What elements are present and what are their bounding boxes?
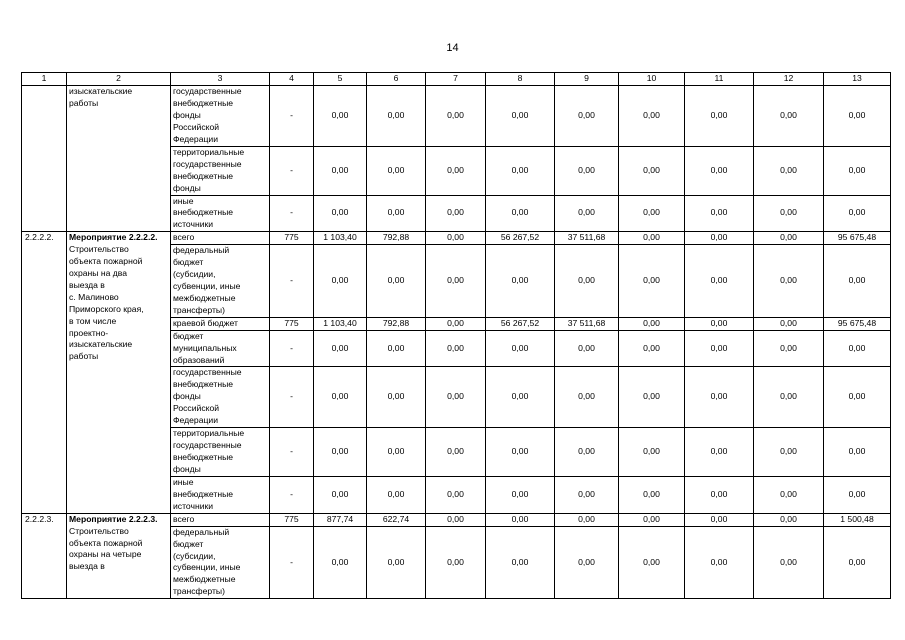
page-number: 14 [446,42,459,54]
value-cell-col-11: 0,00 [685,146,754,195]
value-cell-col-10: 0,00 [619,513,685,526]
funding-source: территориальные государственные внебюджетные фонды [171,146,270,195]
value-cell-col-12: 0,00 [754,526,824,598]
value-cell-col-12: 0,00 [754,146,824,195]
column-4-cell: - [270,146,314,195]
column-number-10: 10 [619,73,685,86]
value-cell-col-13: 0,00 [824,526,891,598]
column-number-8: 8 [486,73,555,86]
value-cell-col-5: 0,00 [314,245,367,317]
measure-name [67,232,171,514]
value-cell-col-12: 0,00 [754,245,824,317]
value-cell-col-5: 0,00 [314,367,367,428]
funding-source: краевой бюджет [171,317,270,330]
value-cell-col-10: 0,00 [619,85,685,146]
column-number-12: 12 [754,73,824,86]
funding-source: всего [171,513,270,526]
value-cell-col-12: 0,00 [754,195,824,232]
measure-name [67,85,171,231]
value-cell-col-9: 0,00 [555,146,619,195]
value-cell-col-11: 0,00 [685,195,754,232]
value-cell-col-10: 0,00 [619,317,685,330]
value-cell-col-7: 0,00 [426,146,486,195]
value-cell-col-7: 0,00 [426,428,486,477]
funding-source: иные внебюджетные источники [171,477,270,514]
value-cell-col-5: 0,00 [314,195,367,232]
value-cell-col-5: 0,00 [314,477,367,514]
row-code [22,85,67,231]
value-cell-col-7: 0,00 [426,317,486,330]
value-cell-col-13: 0,00 [824,428,891,477]
value-cell-col-9: 0,00 [555,367,619,428]
value-cell-col-6: 0,00 [367,85,426,146]
budget-table [21,72,891,599]
value-cell-col-10: 0,00 [619,477,685,514]
column-number-3: 3 [171,73,270,86]
value-cell-col-7: 0,00 [426,526,486,598]
measure-description: Строительство объекта пожарной охраны на четыре выезда в [69,525,143,572]
value-cell-col-9: 0,00 [555,330,619,367]
column-4-cell: - [270,85,314,146]
value-cell-col-10: 0,00 [619,146,685,195]
measure-title: Мероприятие 2.2.2.2. [69,232,158,243]
column-number-2: 2 [67,73,171,86]
row-code: 2.2.2.2. [22,232,67,514]
column-number-1: 1 [22,73,67,86]
value-cell-col-6: 0,00 [367,526,426,598]
value-cell-col-9: 0,00 [555,526,619,598]
value-cell-col-10: 0,00 [619,245,685,317]
value-cell-col-10: 0,00 [619,367,685,428]
value-cell-col-7: 0,00 [426,245,486,317]
value-cell-col-11: 0,00 [685,477,754,514]
value-cell-col-5: 0,00 [314,428,367,477]
funding-source: всего [171,232,270,245]
funding-source: бюджет муниципальных образований [171,330,270,367]
value-cell-col-6: 0,00 [367,428,426,477]
column-number-11: 11 [685,73,754,86]
funding-source: государственные внебюджетные фонды Российской Федерации [171,85,270,146]
value-cell-col-6: 0,00 [367,477,426,514]
value-cell-col-13: 95 675,48 [824,232,891,245]
column-4-cell: - [270,245,314,317]
value-cell-col-6: 792,88 [367,317,426,330]
value-cell-col-5: 0,00 [314,526,367,598]
value-cell-col-11: 0,00 [685,330,754,367]
value-cell-col-7: 0,00 [426,367,486,428]
funding-source: территориальные государственные внебюджетные фонды [171,428,270,477]
value-cell-col-9: 0,00 [555,513,619,526]
table-row [22,513,891,526]
value-cell-col-12: 0,00 [754,428,824,477]
value-cell-col-5: 1 103,40 [314,232,367,245]
value-cell-col-10: 0,00 [619,526,685,598]
value-cell-col-7: 0,00 [426,477,486,514]
value-cell-col-12: 0,00 [754,85,824,146]
value-cell-col-13: 0,00 [824,195,891,232]
column-4-cell: - [270,428,314,477]
column-4-cell: - [270,367,314,428]
column-4-cell: - [270,195,314,232]
value-cell-col-10: 0,00 [619,195,685,232]
value-cell-col-8: 56 267,52 [486,232,555,245]
value-cell-col-9: 0,00 [555,428,619,477]
value-cell-col-6: 0,00 [367,330,426,367]
value-cell-col-13: 0,00 [824,367,891,428]
value-cell-col-11: 0,00 [685,367,754,428]
column-4-cell: 775 [270,232,314,245]
value-cell-col-11: 0,00 [685,317,754,330]
value-cell-col-6: 0,00 [367,245,426,317]
value-cell-col-8: 0,00 [486,428,555,477]
value-cell-col-13: 0,00 [824,330,891,367]
value-cell-col-11: 0,00 [685,85,754,146]
funding-source: государственные внебюджетные фонды Российской Федерации [171,367,270,428]
value-cell-col-6: 622,74 [367,513,426,526]
value-cell-col-10: 0,00 [619,232,685,245]
value-cell-col-13: 0,00 [824,245,891,317]
column-number-9: 9 [555,73,619,86]
value-cell-col-11: 0,00 [685,245,754,317]
column-4-cell: - [270,330,314,367]
value-cell-col-8: 0,00 [486,85,555,146]
value-cell-col-13: 0,00 [824,85,891,146]
value-cell-col-13: 1 500,48 [824,513,891,526]
value-cell-col-8: 0,00 [486,513,555,526]
value-cell-col-5: 0,00 [314,85,367,146]
funding-source: федеральный бюджет (субсидии, субвенции, иные межбюджетные трансферты) [171,526,270,598]
value-cell-col-12: 0,00 [754,367,824,428]
value-cell-col-5: 0,00 [314,330,367,367]
table-row [22,232,891,245]
row-code: 2.2.2.3. [22,513,67,598]
value-cell-col-11: 0,00 [685,232,754,245]
measure-title: Мероприятие 2.2.2.3. [69,513,158,524]
header-row [22,73,891,86]
value-cell-col-9: 0,00 [555,195,619,232]
value-cell-col-8: 0,00 [486,367,555,428]
value-cell-col-7: 0,00 [426,195,486,232]
column-4-cell: - [270,477,314,514]
value-cell-col-7: 0,00 [426,513,486,526]
value-cell-col-9: 37 511,68 [555,232,619,245]
value-cell-col-12: 0,00 [754,317,824,330]
value-cell-col-9: 37 511,68 [555,317,619,330]
column-number-4: 4 [270,73,314,86]
value-cell-col-9: 0,00 [555,85,619,146]
value-cell-col-8: 0,00 [486,146,555,195]
value-cell-col-5: 877,74 [314,513,367,526]
column-number-6: 6 [367,73,426,86]
measure-description: изыскательские работы [69,85,133,108]
value-cell-col-12: 0,00 [754,330,824,367]
table-body [22,73,891,599]
column-4-cell: 775 [270,317,314,330]
value-cell-col-7: 0,00 [426,85,486,146]
value-cell-col-13: 0,00 [824,146,891,195]
value-cell-col-6: 0,00 [367,146,426,195]
value-cell-col-8: 0,00 [486,477,555,514]
value-cell-col-7: 0,00 [426,330,486,367]
column-number-5: 5 [314,73,367,86]
value-cell-col-6: 0,00 [367,195,426,232]
value-cell-col-11: 0,00 [685,513,754,526]
value-cell-col-8: 0,00 [486,245,555,317]
value-cell-col-8: 0,00 [486,195,555,232]
value-cell-col-13: 95 675,48 [824,317,891,330]
value-cell-col-12: 0,00 [754,232,824,245]
value-cell-col-9: 0,00 [555,477,619,514]
value-cell-col-8: 0,00 [486,330,555,367]
funding-source: иные внебюджетные источники [171,195,270,232]
value-cell-col-6: 792,88 [367,232,426,245]
column-4-cell: 775 [270,513,314,526]
table-row [22,85,891,146]
column-number-13: 13 [824,73,891,86]
value-cell-col-6: 0,00 [367,367,426,428]
value-cell-col-7: 0,00 [426,232,486,245]
measure-description: Строительство объекта пожарной охраны на два выезда в с. Малиново Приморского края, в том числе проектно- изыскательские работы [69,244,144,362]
value-cell-col-5: 1 103,40 [314,317,367,330]
value-cell-col-8: 56 267,52 [486,317,555,330]
column-4-cell: - [270,526,314,598]
value-cell-col-12: 0,00 [754,477,824,514]
column-number-7: 7 [426,73,486,86]
value-cell-col-10: 0,00 [619,330,685,367]
measure-name [67,513,171,598]
funding-source: федеральный бюджет (субсидии, субвенции, иные межбюджетные трансферты) [171,245,270,317]
value-cell-col-5: 0,00 [314,146,367,195]
value-cell-col-12: 0,00 [754,513,824,526]
value-cell-col-13: 0,00 [824,477,891,514]
value-cell-col-11: 0,00 [685,526,754,598]
value-cell-col-10: 0,00 [619,428,685,477]
value-cell-col-11: 0,00 [685,428,754,477]
value-cell-col-9: 0,00 [555,245,619,317]
value-cell-col-8: 0,00 [486,526,555,598]
